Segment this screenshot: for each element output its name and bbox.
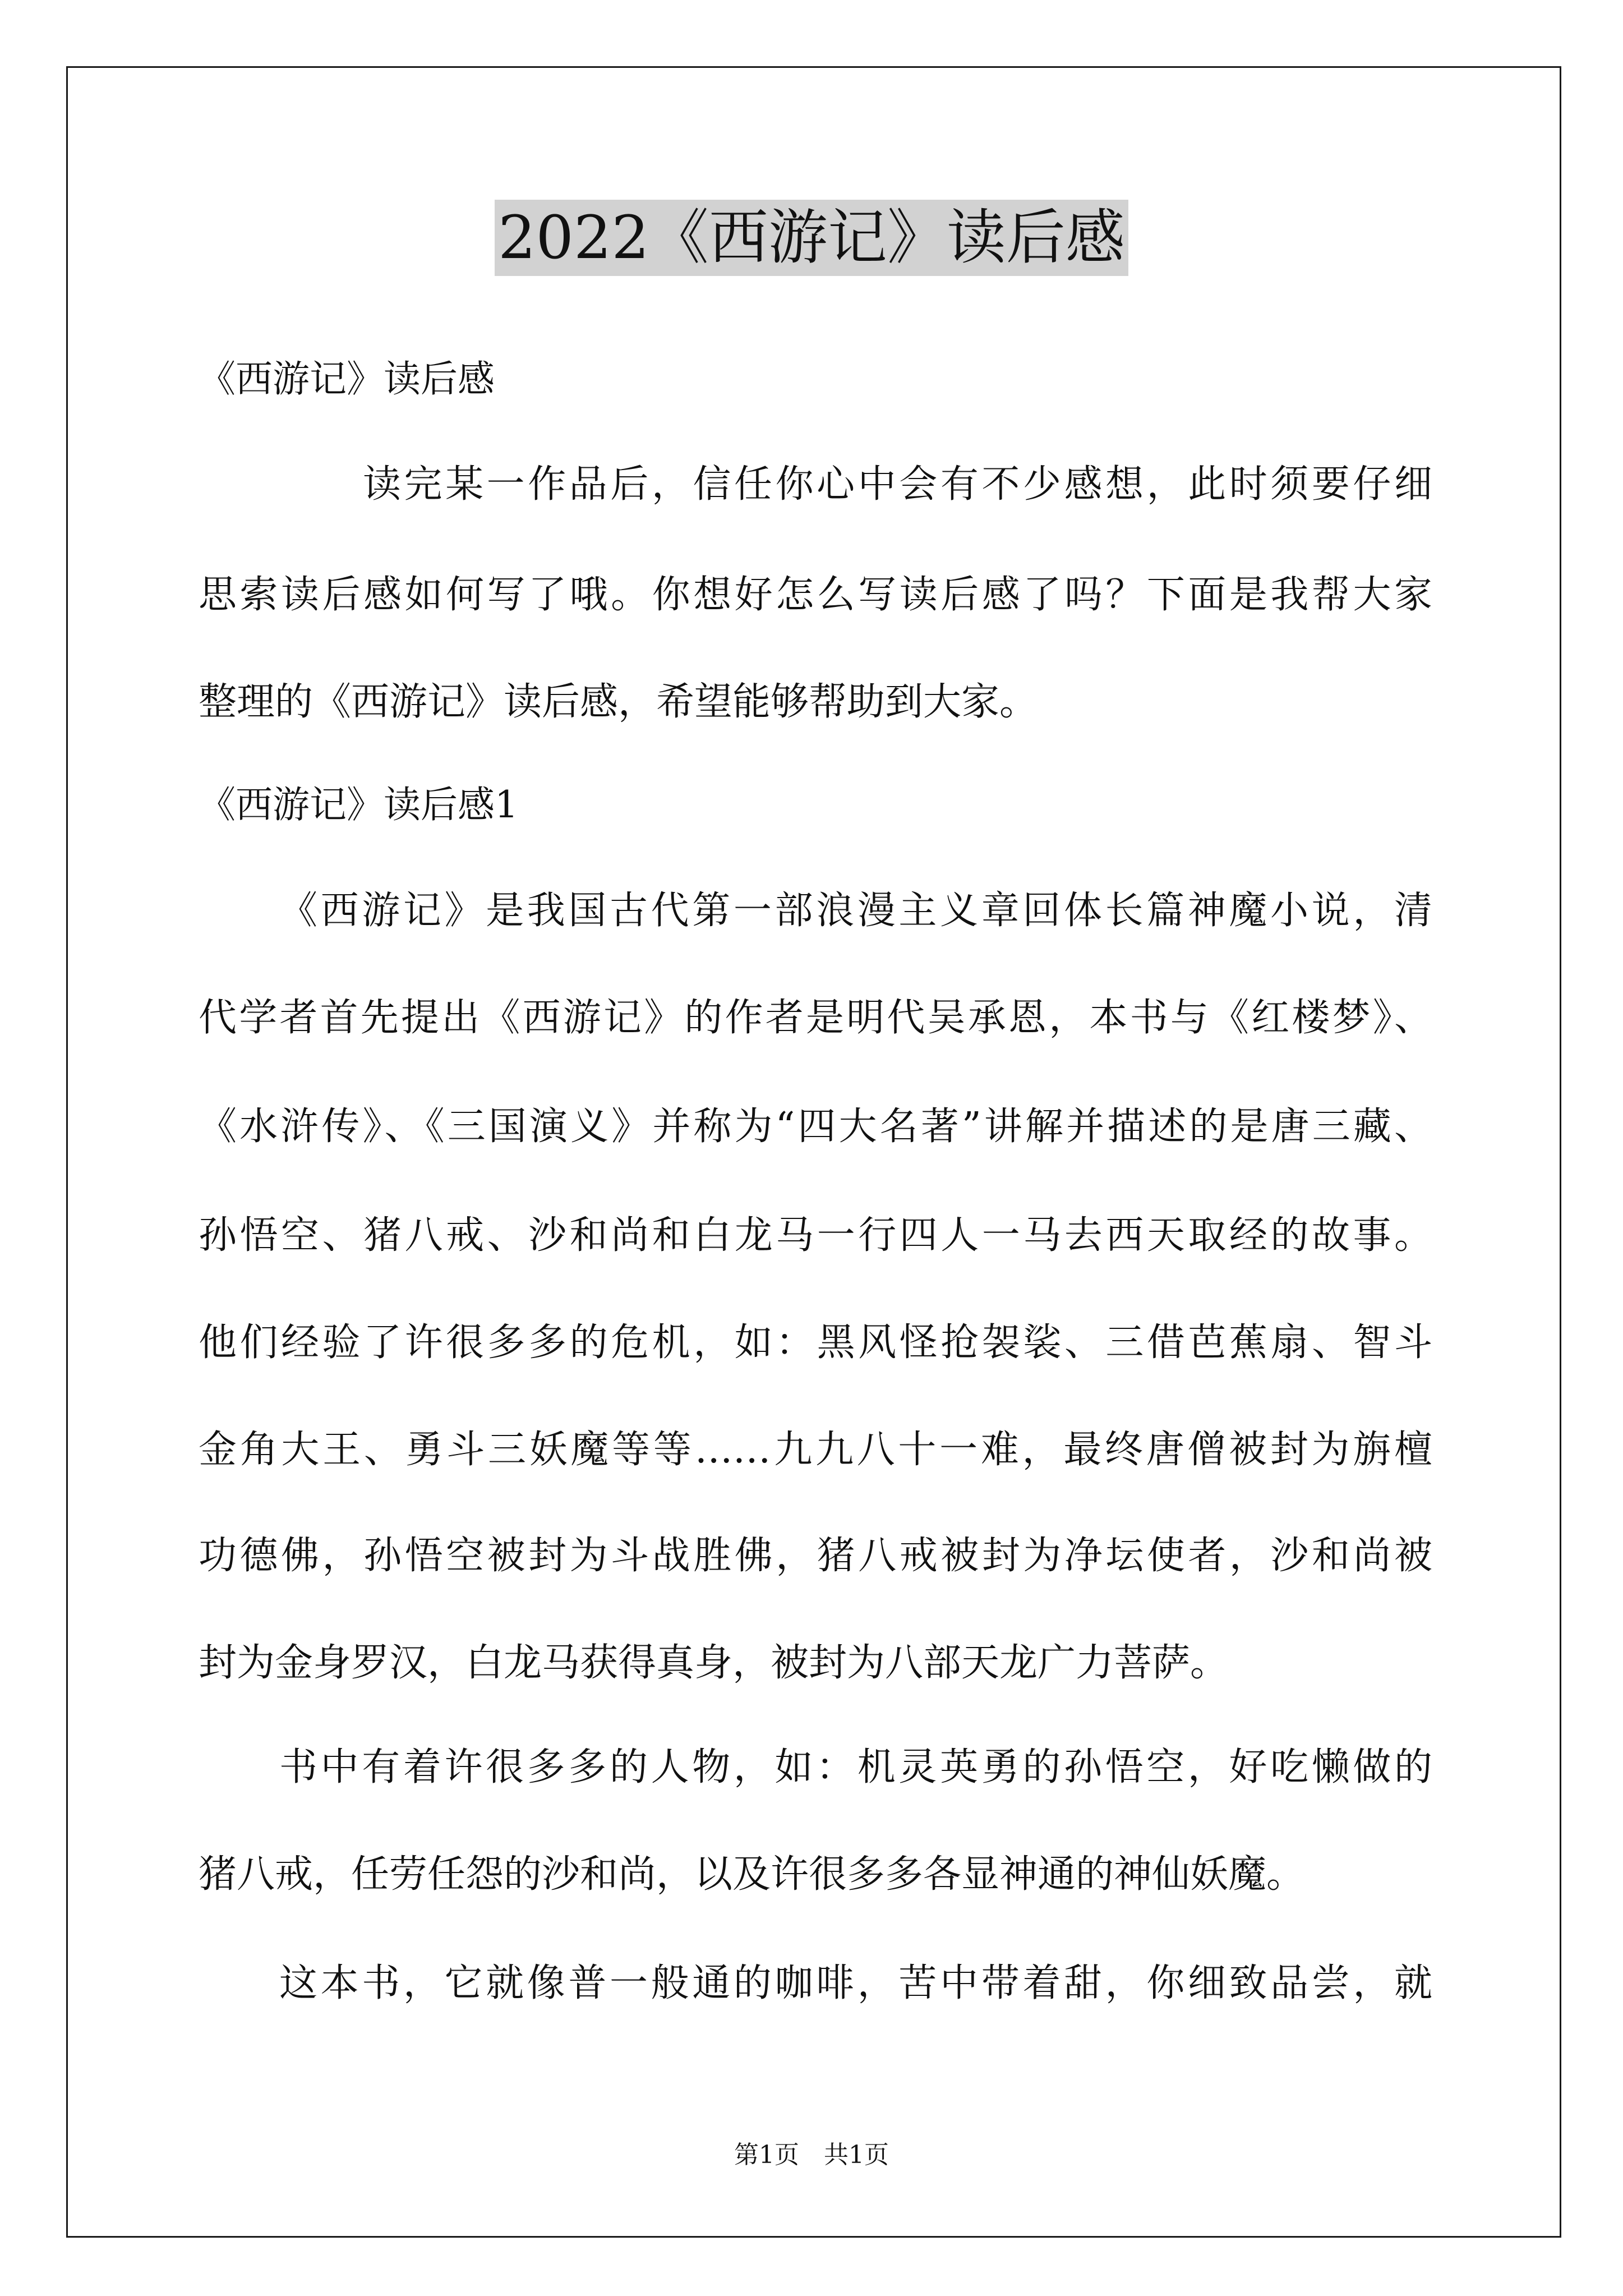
paragraph-line: 金角大王、勇斗三妖魔等等……九九八十一难，最终唐僧被封为旃檀 (199, 1428, 1432, 1472)
page-title: 2022《西游记》读后感 (495, 200, 1128, 276)
page-number: 第1页 (734, 2141, 799, 2169)
intro-line: 整理的《西游记》读后感，希望能够帮助到大家。 (199, 680, 1038, 724)
paragraph-line: 《西游记》是我国古代第一部浪漫主义章回体长篇神魔小说，清 (279, 889, 1432, 933)
paragraph-line: 《水浒传》、《三国演义》并称为“四大名著”讲解并描述的是唐三藏、 (199, 1105, 1432, 1149)
intro-line: 思索读后感如何写了哦。你想好怎么写读后感了吗？下面是我帮大家 (199, 573, 1432, 617)
page-footer (0, 2138, 1623, 2172)
title-container (0, 200, 1623, 276)
intro-line: 读完某一作品后，信任你心中会有不少感想，此时须要仔细 (363, 462, 1432, 507)
paragraph-line: 他们经验了许很多多的危机，如：黑风怪抢袈裟、三借芭蕉扇、智斗 (199, 1320, 1432, 1365)
paragraph-line: 书中有着许很多多的人物，如：机灵英勇的孙悟空，好吃懒做的 (279, 1745, 1432, 1789)
paragraph-line: 功德佛，孙悟空被封为斗战胜佛，猪八戒被封为净坛使者，沙和尚被 (199, 1534, 1432, 1578)
document-subtitle: 《西游记》读后感 (199, 357, 495, 401)
paragraph-line: 猪八戒，任劳任怨的沙和尚，以及许很多多各显神通的神仙妖魔。 (199, 1852, 1305, 1897)
section-heading: 《西游记》读后感1 (199, 783, 518, 826)
paragraph-line: 代学者首先提出《西游记》的作者是明代吴承恩，本书与《红楼梦》、 (199, 996, 1432, 1040)
paragraph-line: 封为金身罗汉，白龙马获得真身，被封为八部天龙广力菩萨。 (199, 1641, 1229, 1685)
page-total: 共1页 (824, 2141, 889, 2169)
paragraph-line: 这本书，它就像普一般通的咖啡，苦中带着甜，你细致品尝，就 (279, 1961, 1432, 2005)
paragraph-line: 孙悟空、猪八戒、沙和尚和白龙马一行四人一马去西天取经的故事。 (199, 1213, 1432, 1258)
